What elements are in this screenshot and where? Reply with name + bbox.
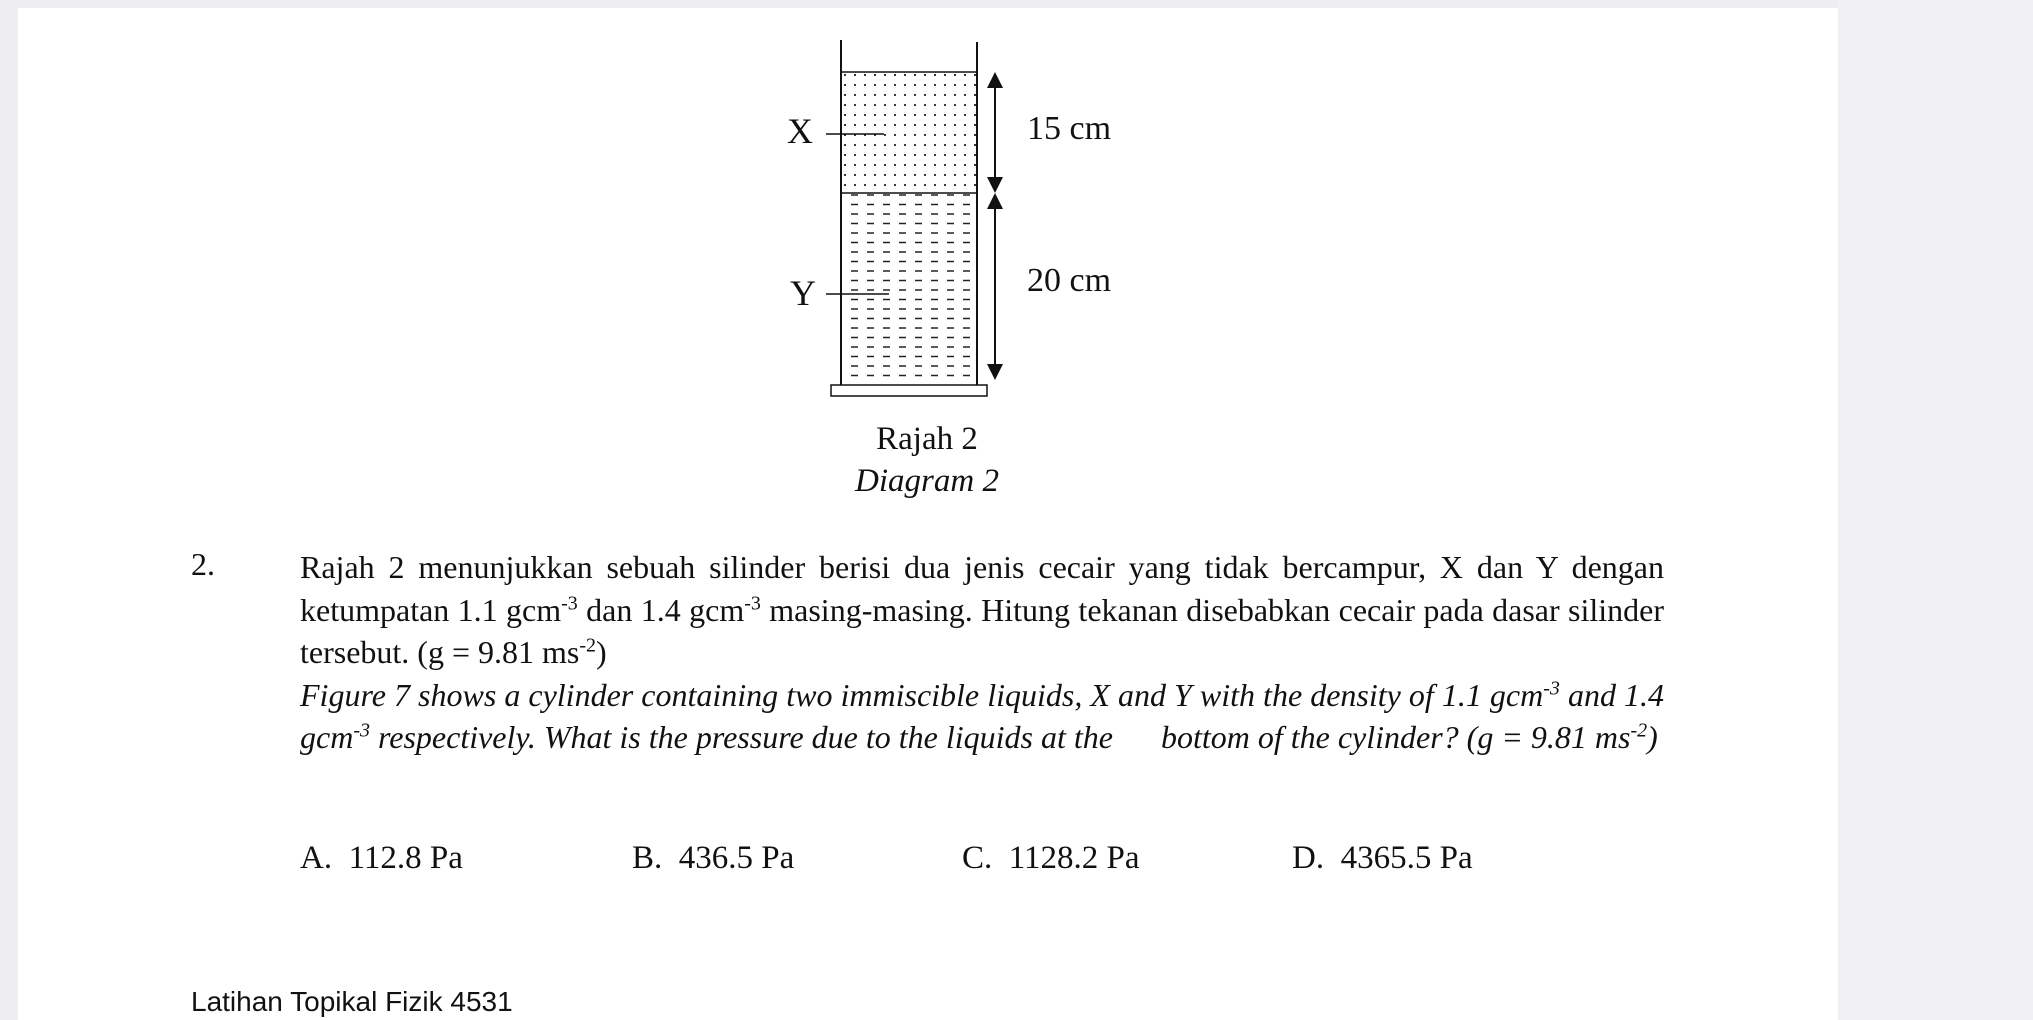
page-footer: Latihan Topikal Fizik 4531 bbox=[191, 986, 513, 1017]
label-x: X bbox=[787, 111, 813, 151]
question-en: Figure 7 shows a cylinder containing two immiscible liquids, X and Y with the density of 1.1 gcm$^{-3}$ and 1.4 gcm$^{-3}$ respectively. What is the pressure due to the liquids at the bottom of the cylinder? (g = 9.81 $ms^{-2}$) bbox=[300, 676, 1665, 755]
question-ms: Rajah 2 menunjukkan sebuah silinder berisi dua jenis cecair yang tidak bercampur, X dan Y dengan ketumpatan 1.1 gcm$^{-3}$ dan 1.4 gcm$^{-3}$ masing-masing. Hitung tekanan disebabkan cecair pada dasar silinder tersebut. (g = 9.81 $ms^{-2}$) bbox=[300, 549, 1665, 670]
label-y: Y bbox=[790, 273, 816, 313]
cylinder-base bbox=[831, 385, 987, 396]
option-b: B. 436.5 Pa bbox=[632, 840, 795, 876]
height-x-label: 15 cm bbox=[1027, 110, 1112, 147]
liquid-y bbox=[841, 193, 977, 384]
question-number: 2. bbox=[191, 546, 215, 582]
liquid-x bbox=[841, 72, 977, 193]
option-c: C. 1128.2 Pa bbox=[962, 840, 1140, 876]
question-text bbox=[300, 546, 1664, 759]
option-d: D. 4365.5 Pa bbox=[1292, 840, 1473, 876]
option-a: A. 112.8 Pa bbox=[300, 840, 463, 876]
diagram-caption-en: Diagram 2 bbox=[855, 463, 999, 499]
height-y-label: 20 cm bbox=[1027, 262, 1112, 299]
diagram-caption-ms: Rajah 2 bbox=[876, 421, 978, 457]
